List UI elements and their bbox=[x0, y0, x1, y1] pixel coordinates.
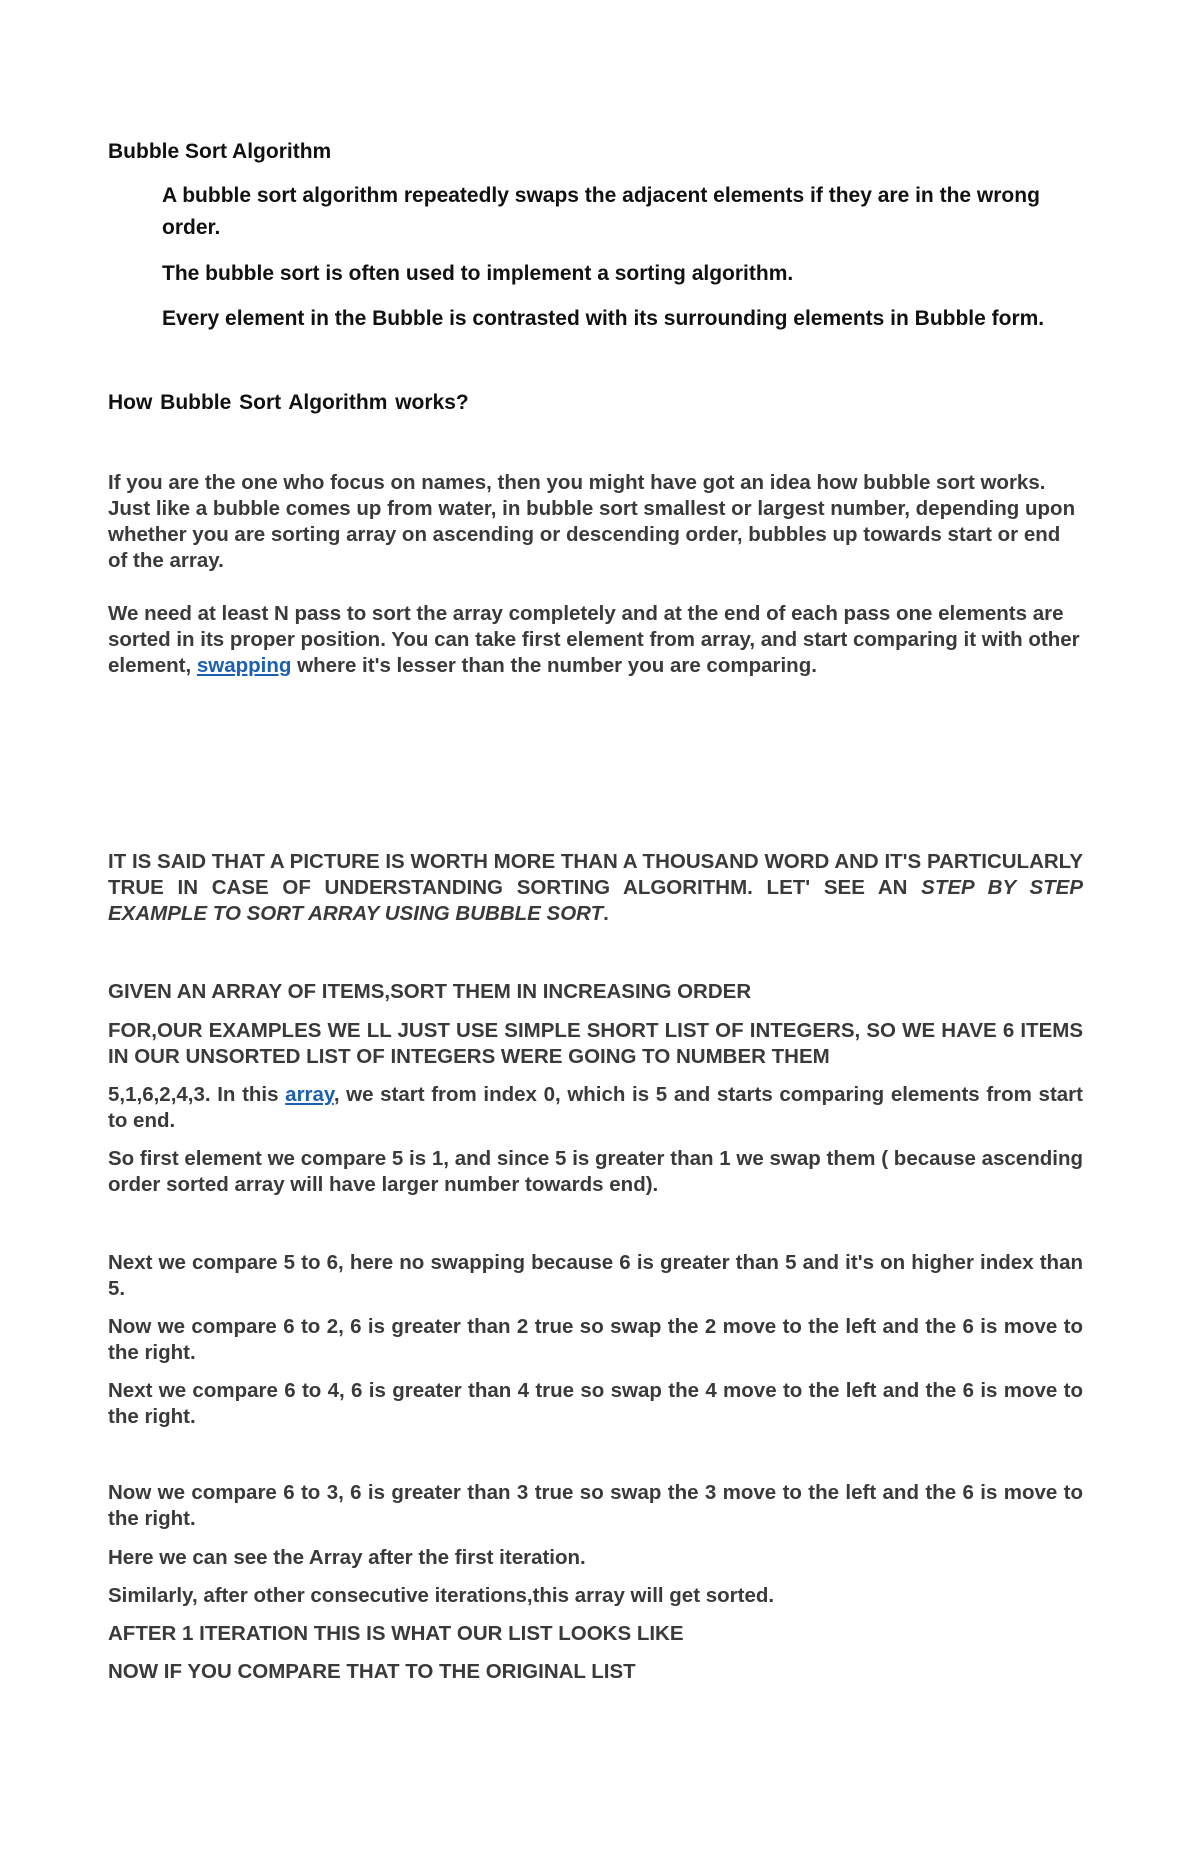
array-text-before: 5,1,6,2,4,3. In this bbox=[108, 1083, 286, 1106]
paragraph-passes bbox=[108, 601, 1083, 679]
swapping-link[interactable]: swapping bbox=[196, 654, 292, 677]
paragraph-array-line bbox=[108, 1082, 1083, 1134]
paragraph-after-1-iteration: AFTER 1 ITERATION THIS IS WHAT OUR LIST LOOKS LIKE bbox=[108, 1622, 684, 1645]
section-title-how-it-works: How Bubble Sort Algorithm works? bbox=[108, 391, 469, 414]
paragraph-after-first: Here we can see the Array after the first iteration. bbox=[108, 1546, 586, 1569]
paragraph-examples: FOR,OUR EXAMPLES WE LL JUST USE SIMPLE SHORT LIST OF INTEGERS, SO WE HAVE 6 ITEMS IN OUR UNSORTED LIST OF INTEGERS WERE GOING TO NUMBER THEM bbox=[108, 1019, 1083, 1068]
paragraph-compare-original: NOW IF YOU COMPARE THAT TO THE ORIGINAL LIST bbox=[108, 1660, 636, 1683]
passes-text-before: We need at least N pass to sort the array completely and at the end of each pass one elements are sorted in its proper position. You can take first element from array, and start comparing it with other element, bbox=[108, 602, 1080, 677]
paragraph-step-5: Now we compare 6 to 3, 6 is greater than 3 true so swap the 3 move to the left and the 6 is move to the right. bbox=[108, 1481, 1083, 1530]
array-link[interactable]: array bbox=[285, 1083, 334, 1106]
paragraph-bubble-analogy: If you are the one who focus on names, then you might have got an idea how bubble sort works. Just like a bubble comes up from water, in bubble sort smallest or largest number, depending upon whether you are sorting array on ascending or descending order, bubbles up towards start or end of the array. bbox=[108, 471, 1076, 572]
intro-text-after: . bbox=[603, 902, 609, 925]
paragraph-similarly: Similarly, after other consecutive iterations,this array will get sorted. bbox=[108, 1584, 775, 1607]
definition-point-2: The bubble sort is often used to implement a sorting algorithm. bbox=[162, 262, 794, 285]
paragraph-first-compare: So first element we compare 5 is 1, and since 5 is greater than 1 we swap them ( because ascending order sorted array will have larger number towards end). bbox=[108, 1147, 1083, 1196]
paragraph-given-array: GIVEN AN ARRAY OF ITEMS,SORT THEM IN INCREASING ORDER bbox=[108, 980, 752, 1003]
paragraph-step-4: Next we compare 6 to 4, 6 is greater than 4 true so swap the 4 move to the left and the 6 is move to the right. bbox=[108, 1379, 1083, 1428]
paragraph-step-2: Next we compare 5 to 6, here no swapping because 6 is greater than 5 and it's on higher index than 5. bbox=[108, 1251, 1083, 1300]
intro-text-before: IT IS SAID THAT A PICTURE IS WORTH MORE THAN A THOUSAND WORD AND IT'S PARTICULARLY TRUE IN CASE OF UNDERSTANDING SORTING ALGORITHM. LET' SEE AN bbox=[108, 850, 1083, 899]
paragraph-step-3: Now we compare 6 to 2, 6 is greater than 2 true so swap the 2 move to the left and the 6 is move to the right. bbox=[108, 1315, 1083, 1364]
definition-point-3: Every element in the Bubble is contrasted with its surrounding elements in Bubble form. bbox=[162, 307, 1045, 330]
paragraph-picture-intro bbox=[108, 849, 1083, 927]
definition-point-1: A bubble sort algorithm repeatedly swaps the adjacent elements if they are in the wrong order. bbox=[162, 184, 1040, 239]
passes-text-after: where it's lesser than the number you are comparing. bbox=[291, 654, 817, 677]
intro-italic: STEP BY STEP EXAMPLE TO SORT ARRAY USING BUBBLE SORT bbox=[108, 876, 1084, 925]
section-title-bubble-sort: Bubble Sort Algorithm bbox=[108, 140, 332, 163]
array-text-after: , we start from index 0, which is 5 and starts comparing elements from start to end. bbox=[108, 1083, 1083, 1132]
